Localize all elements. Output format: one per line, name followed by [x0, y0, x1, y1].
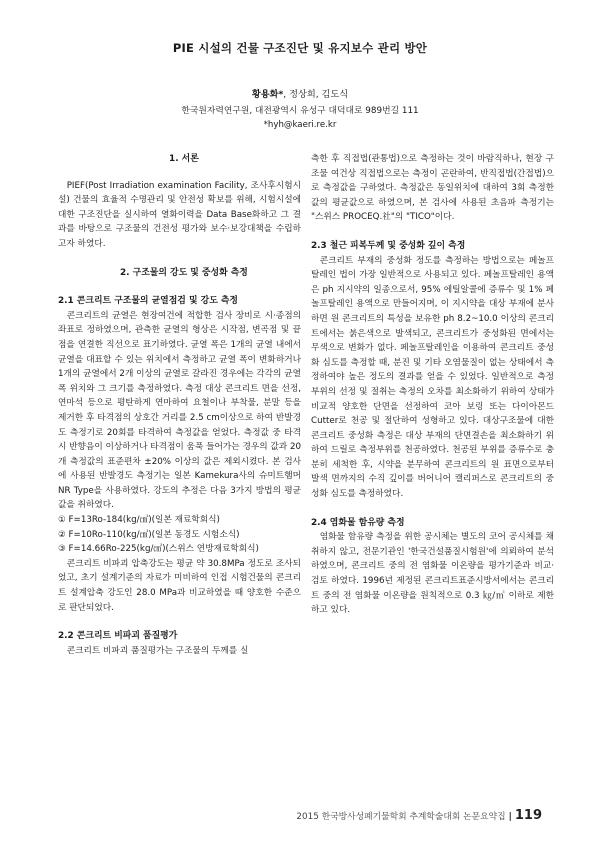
left-column [58, 152, 301, 658]
section-2-3-paragraph: 콘크리트 부재의 중성화 정도를 측정하는 방법으로는 페놀프탈레인 법이 가장 일반적으로 사용되고 있다. 페놀프탈레인 용액은 ph 지시약의 일종으로서, 95% 에틸알콜에 증류수 및 1% 페놀프탈레인 용액으로 만들어지며, 이 지시약을 대상 부재에 분사하면 원 콘크리트의 특성을 보유한 ph 8.2~10.0 이상의 콘크리트에서는 붉은색으로 발색되고, 콘크리트가 중성화된 면에서는 무색으로 변화가 없다. 페놀프탈레인을 이용하여 콘크리트 중성화 심도를 측정할 때, 분진 및 기타 오염물질이 없는 상태에서 측정하여야 높은 정도의 결과를 얻을 수 있었다. 일반적으로 측정 부위의 선정 및 절취는 측정의 오차를 최소화하기 위하여 상태가 비교적 양호한 단면을 선정하여 코아 보링 또는 다이아몬드 Cutter로 천공 및 절단하여 성형하고 있다. 대상구조물에 대한 콘크리트 중성화 측정은 대상 부재의 단면결손을 최소화하기 위하여 드릴로 측정부위를 천공하였다. 천공된 부위를 증류수로 충분히 세척한 후, 시약을 분무하여 콘크리트의 원 표면으로부터 발색 면까지의 수직 깊이를 버어니어 캘리퍼스로 콘크리트의 중성화 심도를 측정하였다. [311, 255, 554, 500]
formula-2: ② F=10Ro-110(kg/㎠)(일본 동경도 시험소식) [58, 529, 240, 540]
section-2-1-heading: 2.1 콘크리트 구조물의 균열점검 및 강도 측정 [58, 296, 239, 307]
section-2-1-paragraph-2: 콘크리트 비파괴 압축강도는 평균 약 30.8MPa 정도로 조사되었고, 초기 설계기준의 자료가 미비하여 인접 시험건물의 콘크리트 설계압축 강도인 28.0 MPa과 비교하였을 때 양호한 수준으로 판단되었다. [58, 558, 301, 613]
section-1-paragraph: PIEF(Post Irradiation examination Facility, 조사후시험시설) 건물의 효율적 수명관리 및 안전성 확보를 위해, 시험시설에 대한 구조진단을 실시하여 열화이력을 Data Base화하고 그 결과를 바탕으로 구조물의 건전성 평가와 보수·보강대책을 수립하고자 하였다. [58, 180, 301, 249]
footer-journal-text: 2015 한국방사성폐기물학회 추계학술대회 논문요약집 [296, 812, 506, 822]
section-2-2-heading: 2.2 콘크리트 비파괴 품질평가 [58, 631, 178, 642]
section-2-2-continuation: 측한 후 직접법(관통법)으로 측정하는 것이 바람직하나, 현장 구조물 여건상 직접법으로는 측정이 곤란하여, 반직접법(간접법)으로 측정값을 구하였다. 측정값은 동일위치에 대하여 3회 측정한 값의 평균값으로 하였으며, 본 검사에 사용된 초음파 측정기는 "스위스 PROCEQ.社"의 "TICO"이다. [311, 154, 554, 223]
section-2-3-heading: 2.3 철근 피복두께 및 중성화 깊이 측정 [311, 240, 466, 251]
formula-1: ① F=13Ro-184(kg/㎠)(일본 재료학회식) [58, 515, 220, 526]
right-column [311, 152, 554, 618]
contact-email: *hyh@kaeri.re.kr [263, 120, 337, 130]
author-line [0, 86, 600, 100]
affiliation: 한국원자력연구원, 대전광역시 유성구 대덕대로 989번길 111 [181, 106, 419, 116]
page-number: 119 [514, 808, 542, 823]
formula-3: ③ F=14.66Ro-225(kg/㎠)(스위스 연방재료학회식) [58, 544, 259, 555]
section-2-2-paragraph: 콘크리트 비파괴 품질평가는 구조물의 두께를 실 [66, 645, 249, 656]
paper-title: PIE 시설의 건물 구조진단 및 유지보수 관리 방안 [172, 41, 428, 55]
section-2-heading: 2. 구조물의 강도 및 중성화 측정 [120, 267, 248, 278]
lead-author: 황용화* [251, 89, 284, 100]
co-authors: , 정상희, 김도식 [283, 89, 349, 100]
section-2-4-paragraph: 염화물 함유량 측정을 위한 공시체는 별도의 코어 공시체를 채취하지 않고, 전문기관인 '한국건설품질시험원'에 의뢰하여 분석하였으며, 콘크리트 중의 전 염화물 이온량을 평가기준과 비교·검토 하였다. 1996년 제정된 콘크리트표준시방서에서는 콘크리트 중의 전 염화물 이온량을 원칙적으로 0.3 ㎏/㎥ 이하로 제한하고 있다. [311, 532, 554, 616]
section-2-4-heading: 2.4 염화물 함유량 측정 [311, 517, 405, 528]
page-footer [296, 808, 542, 823]
section-2-1-paragraph-1: 콘크리트의 균열은 현장여건에 적합한 검사 장비로 시·종점의 좌표로 정하였으며, 관측한 균열의 형상은 시작점, 변곡점 및 끝점을 연결한 직선으로 표기하였다. 균열 폭은 1개의 균열 내에서 균열을 대표할 수 있는 위치에서 측정하고 균열 폭이 변화하거나 1개의 균열에서 2개 이상의 균열로 갈라진 경우에는 각각의 균열폭 위치와 그 크기를 측정하였다. 측정 대상 콘크리트 면을 선정, 연마석 등으로 평탄하게 연마하여 요철이나 부착물, 분말 등을 제거한 후 타격점의 상호간 거리를 2.5 cm이상으로 하여 반발경도 측정기로 20회를 타격하여 측정값을 얻었다. 측정값 중 타격 시 반향음이 이상하거나 타격점이 움푹 들어가는 경우의 값과 20개 측정값의 표준편차 ±20% 이상의 값은 제외시켰다. 본 검사에 사용된 반발경도 측정기는 일본 Kamekura사의 슈미트햄머 NR Type을 사용하였다. 강도의 추정은 다음 3가지 방법의 평균값을 취하였다. [58, 310, 301, 511]
footer-separator: | [508, 812, 512, 822]
section-1-heading: 1. 서론 [169, 154, 199, 164]
